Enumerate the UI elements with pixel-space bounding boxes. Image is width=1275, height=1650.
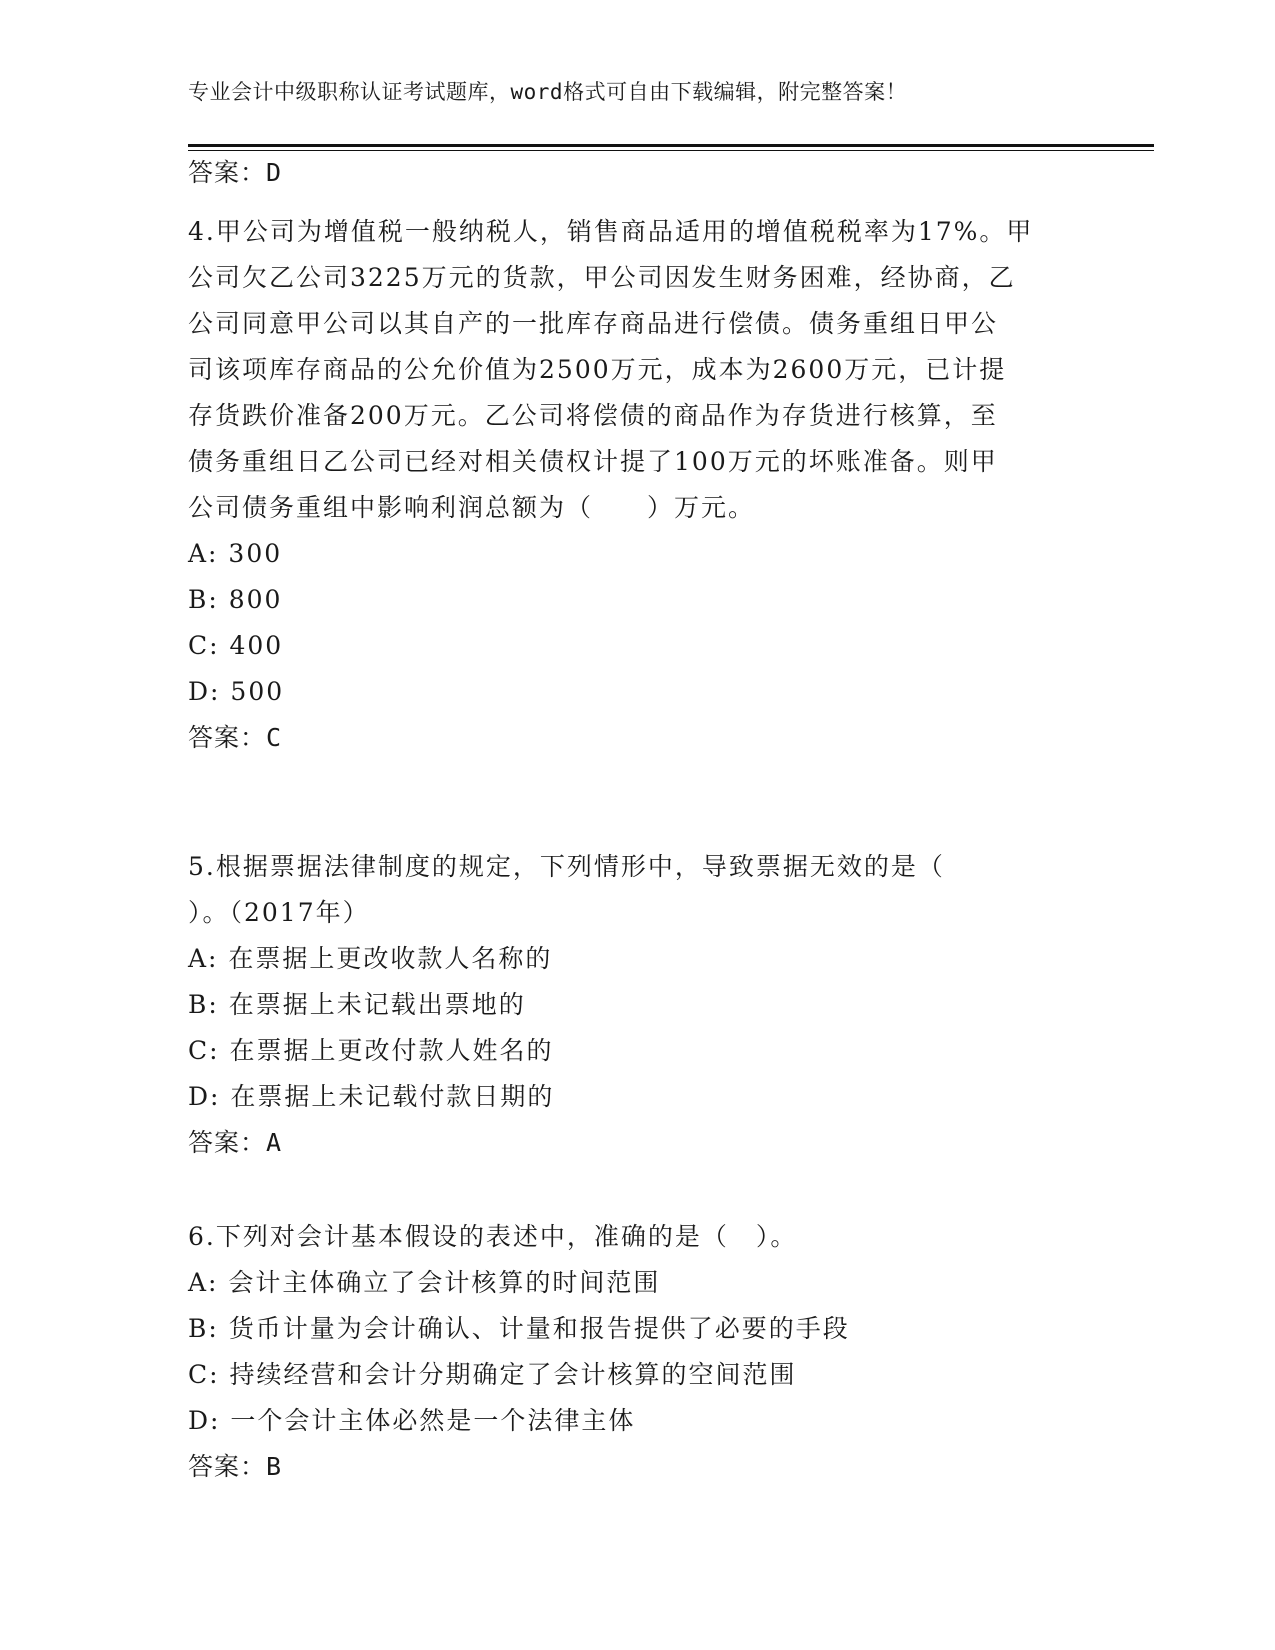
question-5-option-a: A: 在票据上更改收款人名称的	[188, 944, 553, 973]
question-4-line-6: 债务重组日乙公司已经对相关债权计提了100万元的坏账准备。则甲	[188, 447, 998, 476]
question-6-option-d: D: 一个会计主体必然是一个法律主体	[188, 1406, 636, 1435]
question-5-answer: 答案：A	[188, 1128, 283, 1157]
question-4-line-3: 公司同意甲公司以其自产的一批库存商品进行偿债。债务重组日甲公	[188, 309, 999, 338]
previous-answer: 答案：D	[188, 158, 283, 187]
header-rule-thick	[188, 144, 1154, 147]
question-4-line-2: 公司欠乙公司3225万元的货款，甲公司因发生财务困难，经协商，乙	[188, 263, 1016, 292]
question-4-option-b: B: 800	[188, 585, 283, 614]
question-6-line-1: 6.下列对会计基本假设的表述中，准确的是（ ）。	[188, 1222, 798, 1251]
question-4-line-5: 存货跌价准备200万元。乙公司将偿债的商品作为存货进行核算，至	[188, 401, 998, 430]
question-6	[188, 1214, 1088, 1490]
question-5-option-b: B: 在票据上未记载出票地的	[188, 990, 526, 1019]
question-5-line-2: ）。（2017年）	[188, 898, 370, 927]
question-4-line-4: 司该项库存商品的公允价值为2500万元，成本为2600万元，已计提	[188, 355, 1007, 384]
question-6-option-b: B: 货币计量为会计确认、计量和报告提供了必要的手段	[188, 1314, 850, 1343]
question-5	[188, 844, 1088, 1166]
question-4-option-c: C: 400	[188, 631, 284, 660]
question-5-line-1: 5.根据票据法律制度的规定，下列情形中，导致票据无效的是（	[188, 852, 945, 881]
question-4-answer: 答案：C	[188, 723, 283, 752]
question-5-option-c: C: 在票据上更改付款人姓名的	[188, 1036, 554, 1065]
question-6-option-c: C: 持续经营和会计分期确定了会计核算的空间范围	[188, 1360, 797, 1389]
question-5-option-d: D: 在票据上未记载付款日期的	[188, 1082, 555, 1111]
question-4-line-1: 4.甲公司为增值税一般纳税人，销售商品适用的增值税税率为17%。甲	[188, 217, 1034, 246]
question-4-option-d: D: 500	[188, 677, 285, 706]
question-4-option-a: A: 300	[188, 539, 283, 568]
page-header: 专业会计中级职称认证考试题库，word格式可自由下载编辑，附完整答案！	[188, 80, 908, 104]
question-4-line-7: 公司债务重组中影响利润总额为（ ）万元。	[188, 493, 756, 522]
question-6-answer: 答案：B	[188, 1452, 283, 1481]
previous-answer-block	[188, 150, 1088, 196]
question-4	[188, 209, 1088, 761]
question-6-option-a: A: 会计主体确立了会计核算的时间范围	[188, 1268, 661, 1297]
